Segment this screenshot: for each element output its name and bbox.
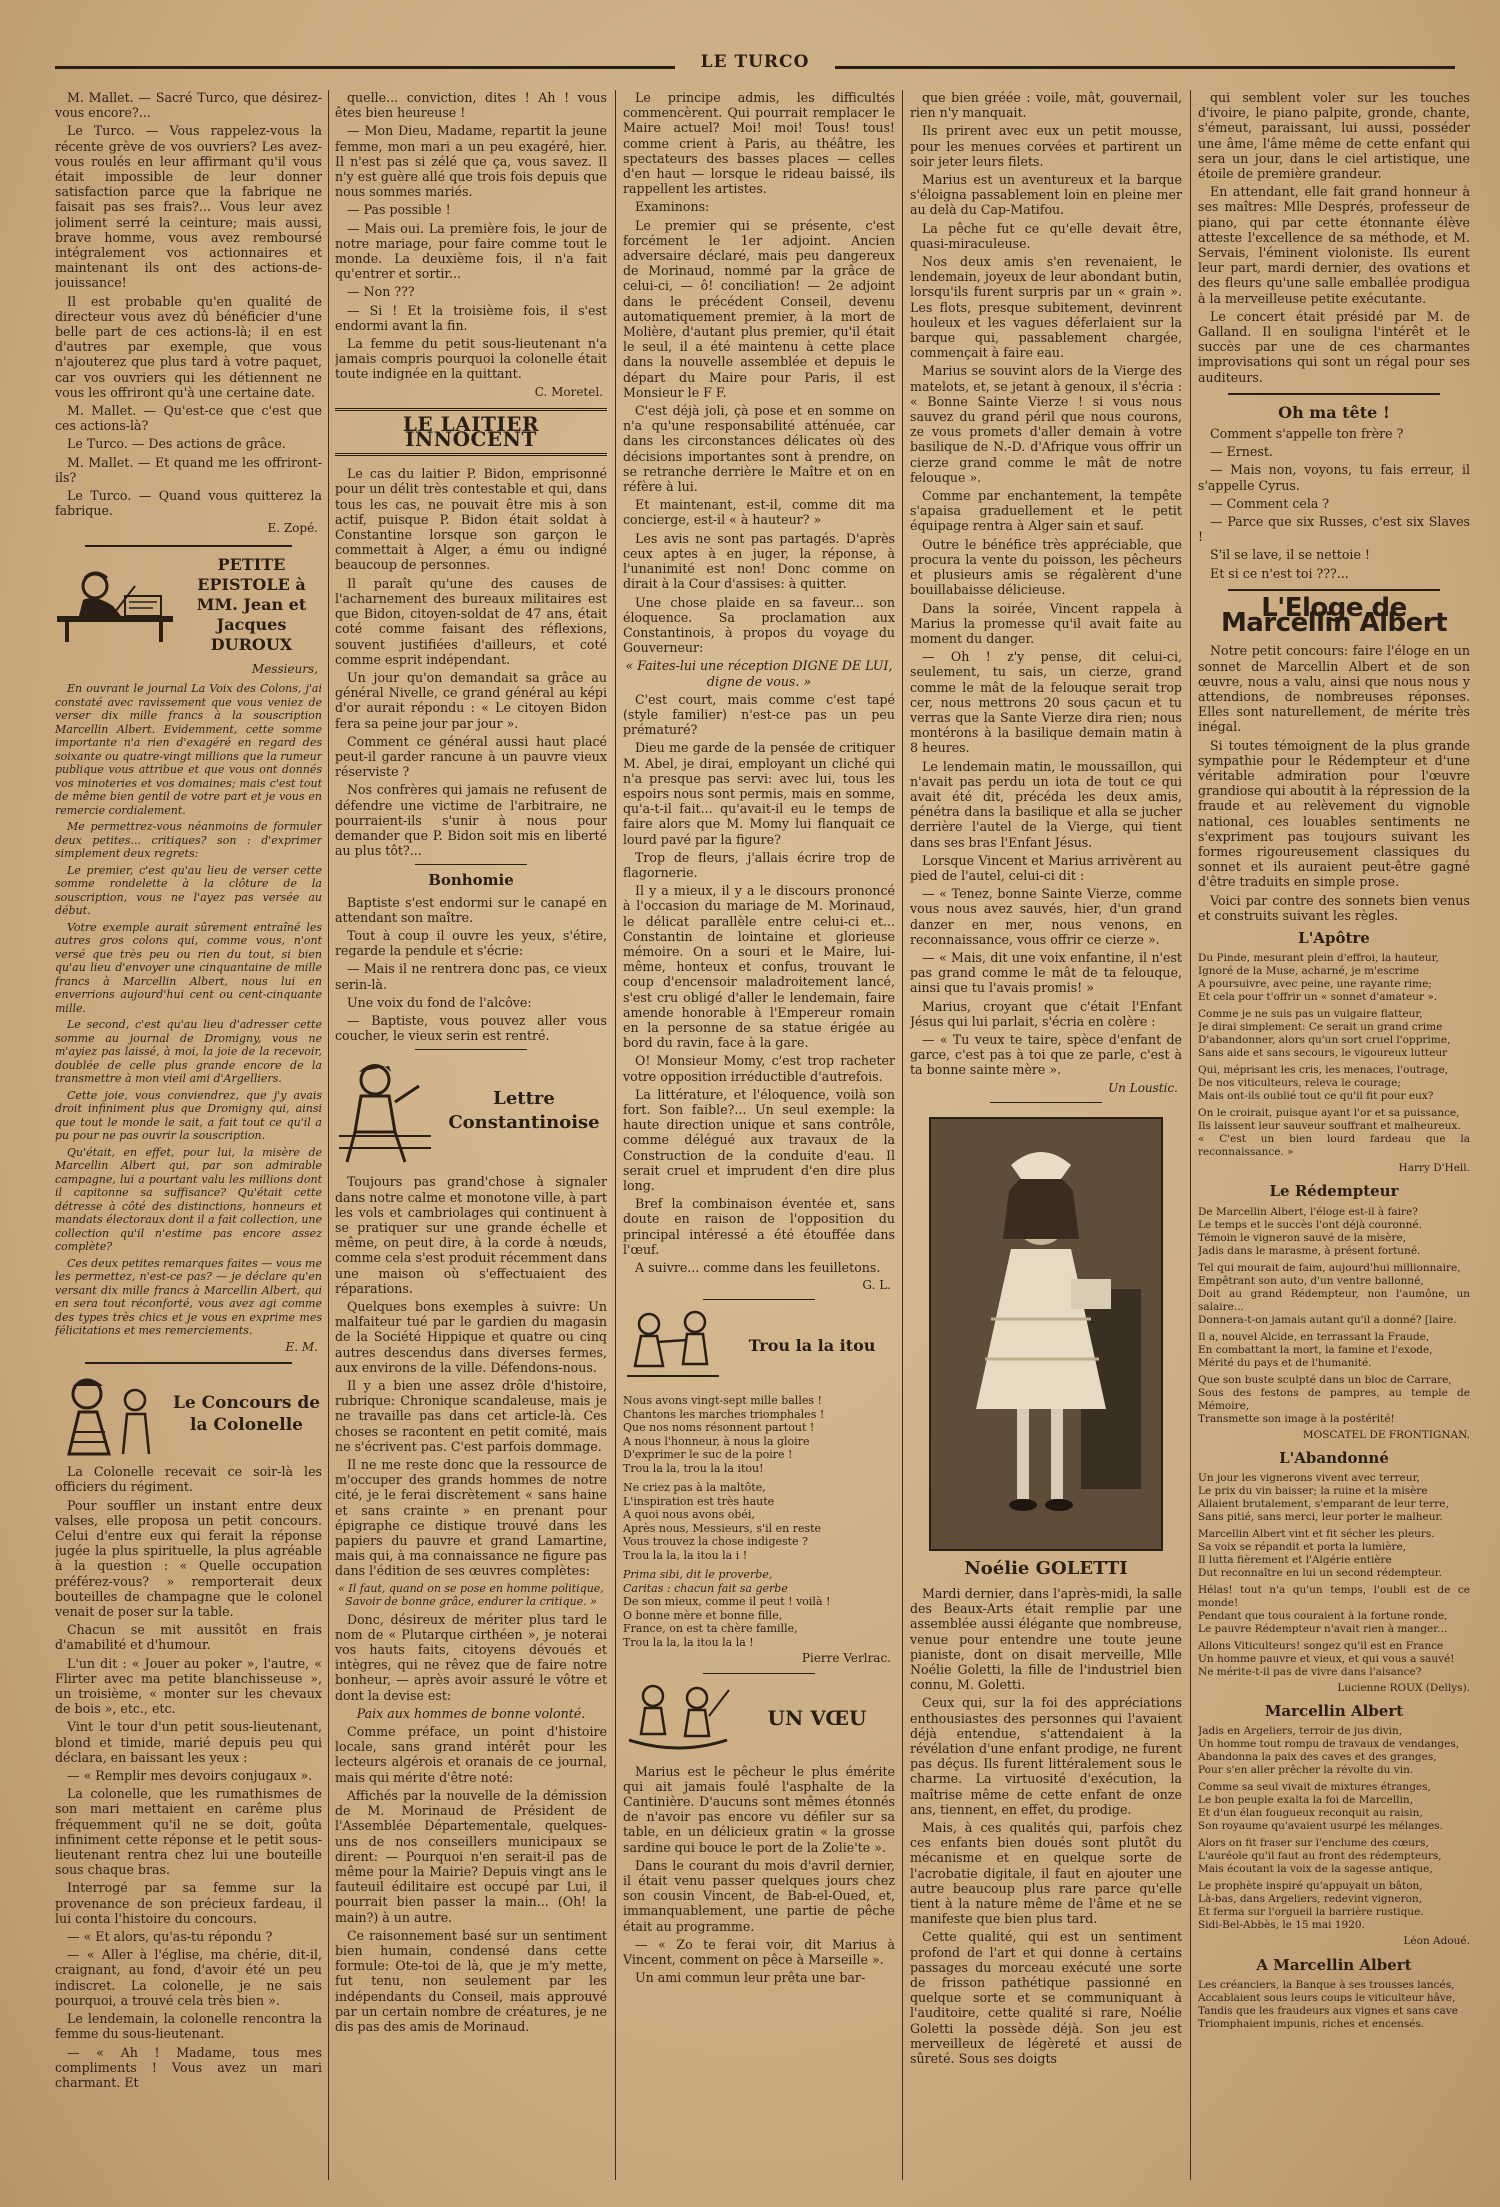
poem-line: D'abandonner, alors qu'un sort cruel l'opprime, [1198,1034,1451,1047]
paragraph: Pour souffler un instant entre deux valses, elle proposa un petit concours. Celui d'entre eux qui ferait la réponse jugée la plus spirituelle, la plus agréable à la question : « Quelle occupation préférez-vous? » remporterait deux bouteilles de champagne que le colonel venait de poser sur la table. [55,1497,322,1620]
poem-line: Allaient brutalement, s'emparant de leur terre, [1198,1497,1449,1510]
poem-line: Mais ont-ils oublié tout ce qu'il fit pour eux? [1198,1090,1434,1103]
paragraph: Le Turco. — Des actions de grâce. [67,436,286,452]
paragraph: Messieurs, [251,661,318,676]
poem-line: Doit au grand Rédempteur, non l'aumône, un salaire... [1198,1287,1470,1313]
girl-portrait-image [931,1119,1161,1549]
marcellin-title: Marcellin Albert [1264,1702,1404,1721]
paragraph: — « Tenez, bonne Sainte Vierze, comme vous nous avez sauvés, hier, d'un grand danzer en mer, nous venons, en reconnaissance, vous offrir ce cierze ». [910,886,1182,947]
paragraph: — « Remplir mes devoirs conjugaux ». [67,1768,313,1784]
portrait-photo [929,1117,1163,1551]
paragraph: Interrogé par sa femme sur la provenance de son précieux fardeau, il lui conta l'histoire du concours. [55,1880,322,1926]
poem-line: Je dirai simplement: Ce serait un grand crime [1198,1021,1443,1034]
paragraph: — Mais oui. La première fois, le jour de notre mariage, pour faire comme tout le monde. La deuxième fois, il n'a fait qu'entrer et sortir... [335,220,607,282]
poem-line: Marcellin Albert vint et fit sécher les pleurs. [1198,1527,1435,1540]
bonhomie-title: Bonhomie [428,871,514,890]
paragraph: M. Mallet. — Et quand me les offriront-ils? [55,454,322,485]
column-2 [335,90,607,2180]
trou-header [623,1306,895,1386]
paragraph: Toujours pas grand'chose à signaler dans notre calme et monotone ville, à part les vols et cambriolages qui continuent à se pratiquer sur une grande échelle et même, on peut dire, à la corde à nœuds, comme cela s'est produit récemment dans une maison où s'effectuaient des réparations. [335,1174,607,1296]
paragraph: Affichés par la nouvelle de la démission de M. Morinaud de Président de l'Assemblée Départementale, quelques-uns de nos conseillers municipaux se dirent: — Pourquoi n'en serait-il pas de même pour la Mairie? Depuis vingt ans le fauteuil édilitaire est occupé par Lui, il pourrait bien passer la main... (Oh! la main?) à un autre. [335,1787,607,1925]
paragraph: Ce raisonnement basé sur un sentiment bien humain, condensé dans cette formule: Ote-toi de là, que je m'y mette, fut tenu, non seulement par les indépendants du Conseil, mais approuvé par un certain nombre de créatures, je ne dis pas des amis de Morinaud. [335,1927,607,2034]
paragraph: Mais, à ces qualités qui, parfois chez ces enfants bien doués sont plutôt du mécanisme et en quelque sorte de l'acrobatie digitale, il faut en ajouter une autre beaucoup plus rare parce qu'elle tient à la nature même de l'âme et ne se manifeste que bien plus tard. [910,1820,1182,1927]
poem-line: Que nos noms résonnent partout ! [623,1421,815,1435]
paragraph: Mardi dernier, dans l'après-midi, la salle des Beaux-Arts était remplie par une assemblée aussi élégante que nombreuse, venue pour entendre une toute jeune pianiste, dont on disait merveille, Mlle Noélie Goletti, la fille de l'industriel bien connu, M. Goletti. [910,1586,1182,1693]
paragraph: C'est déjà joli, çà pose et en somme on n'a qu'une responsabilité atténuée, car dans les circonstances délicates où des décisions importantes sont à prendre, on se retranche derrière le Maître et on en réfère à lui. [623,403,895,495]
paragraph: L'un dit : « Jouer au poker », l'autre, « Flirter avec ma petite blanchisseuse », un troisième, « monter sur les chevaux de bois », etc., etc. [55,1655,322,1717]
paragraph: Tout à coup il ouvre les yeux, s'étire, regarde la pendule et s'écrie: [335,927,607,959]
poem-line: Là-bas, dans Argeliers, redevint vigneron, [1198,1893,1423,1906]
poem-line: Trou la la, la itou la i ! [623,1548,748,1562]
paragraph: Cette joie, vous conviendrez, que j'y avais droit infiniment plus que Dromigny qui, ainsi que tout le monde le sait, a fait tout ce qu'il a pu pour ne pas ouvrir la souscription. [55,1088,322,1143]
signature: C. Moretel. [534,384,603,399]
paragraph: Ils prirent avec eux un petit mousse, pour les menues corvées et partirent un soir jeter leurs filets. [910,123,1182,169]
paragraph: Il paraît qu'une des causes de l'acharnement des bureaux militaires est que Bidon, citoyen-soldat de 47 ans, était coté comme faisant des réflexions, souvent justifiées d'ailleurs, et coté comme esprit indépendant. [335,575,607,667]
column-1 [55,90,322,2180]
poem-line: Et ferma sur l'orgueil la barrière rustique. [1198,1906,1424,1919]
poem-line: Chantons les marches triomphales ! [623,1407,825,1421]
poem-line: Vous trouvez la chose indigeste ? [623,1535,808,1549]
section-rule [85,1362,292,1364]
poem-line: Trou la la, la itou la la ! [623,1635,754,1649]
paragraph: Comme par enchantement, la tempête s'apaisa graduellement et le petit équipage rentra à Alger sain et sauf. [910,488,1182,534]
poem-line: Ne mérite-t-il pas de vivre dans l'aisance? [1198,1665,1422,1678]
signature: E. Zopé. [267,521,318,536]
signature: Pierre Verlrac. [801,1651,891,1666]
paragraph: — « Ah ! Madame, tous mes compliments ! Vous avez un mari charmant. Et [55,2044,322,2090]
paragraph: Qu'était, en effet, pour lui, la misère de Marcellin Albert qui, par son admirable campagne, lui a pourtant valu les millions dont il capitonne sa suffisance? Qu'était cette détresse à côté des distinctions, honneurs et mandats électoraux dont il a fait collection, une collection qu'il n'estime pas encore assez complète? [55,1145,322,1254]
marcellin-poem [1198,1725,1470,1932]
paragraph: — « Et alors, qu'as-tu répondu ? [67,1929,273,1945]
poem-line: Le temps et le succès l'ont déjà couronné. [1198,1218,1422,1231]
paragraph: Le premier qui se présente, c'est forcément le 1er adjoint. Ancien adversaire déclaré, mais peu dangereux de Morinaud, nommé par la grâce de celui-ci, — ô! conciliation! — 2e adjoint dans le précédent Conseil, devenu automatiquement premier, à la mort de Molière, d'autant plus premier, qu'il était le seul, il a été maintenu à cette place dans la nouvelle assemblée et depuis le départ du Maire pour Paris, il est Monsieur le F F. [623,217,895,400]
poem-line: Et cela pour t'offrir un « sonnet d'amateur ». [1198,991,1438,1004]
paragraph: En attendant, elle fait grand honneur à ses maîtres: Mlle Després, professeur de piano, qui par cette étonnante élève atteste l'excellence de sa méthode, et M. Servais, l'éminent violoniste. Ils eurent leur part, mardi dernier, des ovations et des fleurs qu'une salle emballée prodigua à la merveilleuse petite exécutante. [1198,184,1470,306]
poem-line: Il a, nouvel Alcide, en terrassant la Fraude, [1198,1330,1430,1343]
poem-line: Prima sibi, dit le proverbe, [623,1568,773,1582]
poem-line: Pour s'en aller prêcher la révolte du vin. [1198,1764,1414,1777]
poem-line: Mais écoutant la voix de la sagesse antique, [1198,1863,1433,1876]
paragraph: M. Mallet. — Qu'est-ce que c'est que ces actions-là? [55,403,322,434]
paragraph: Bref la combinaison éventée et, sans doute en raison de l'opposition du principal intéressé a été étouffée dans l'œuf. [623,1196,895,1257]
redempteur-title: Le Rédempteur [1269,1182,1399,1201]
paragraph: O! Monsieur Momy, c'est trop racheter votre opposition irréductible d'autrefois. [623,1053,895,1084]
signature: G. L. [862,1278,891,1293]
eloge-title: L'Eloge de Marcellin Albert [1220,592,1448,639]
paragraph: — « Aller à l'église, ma chérie, dit-il, craignant, au fond, d'avoir été un peu indiscret. La colonelle, je ne sais pourquoi, a trouvé cela très bien ». [55,1947,322,2008]
epistole-header [55,555,322,655]
paragraph: Le Turco. — Quand vous quitterez la fabrique. [55,488,322,519]
fishermen-illustration-icon [623,1680,733,1756]
paragraph: Il est probable qu'en qualité de directeur vous avez dû bénéficier d'une belle part de ces actions-là; il en est d'autres par exemple, que vous n'ajouterez que plus tard à votre paquet, car vos ouvriers qui les détiennent ne vous les offriront qu'à une certaine date. [55,293,322,400]
column-divider [615,90,616,2180]
poem-line: Caritas : chacun fait sa gerbe [623,1581,788,1595]
poem-line: Le prophète inspiré qu'appuyait un bâton, [1198,1880,1423,1893]
poem-line: Un homme pauvre et vieux, et qui vous a sauvé! [1198,1652,1455,1665]
paragraph: Dans le courant du mois d'avril dernier, il était venu passer quelques jours chez son cousin Vincent, de Bab-el-Oued, et, immanquablement, une partie de pêche était au programme. [623,1857,895,1934]
masthead-rule-right [835,66,1455,69]
column-4 [910,90,1182,2180]
poem-line: O bonne mère et bonne fille, [623,1608,783,1622]
poem-line: A nous l'honneur, à nous la gloire [623,1434,810,1448]
paragraph: La pêche fut ce qu'elle devait être, quasi-miraculeuse. [910,220,1182,251]
poem-line: Jadis dans le marasme, à présent fortuné. [1198,1244,1421,1257]
redempteur-poem [1198,1206,1470,1426]
paragraph: La Colonelle recevait ce soir-là les officiers du régiment. [55,1464,322,1495]
poem-line: Comme sa seul vivait de mixtures étranges, [1198,1781,1431,1794]
poem-line: Un jour les vignerons vivent avec terreur, [1198,1471,1420,1484]
paragraph: Il y a mieux, il y a le discours prononcé à l'occasion du mariage de M. Morinaud, le délicat parallèle entre celui-ci et... Constantin de lointaine et glorieuse mémoire. On a souri et le Maire, lui-même, honteux et confus, trouvant le coup d'encensoir maladroitement lancé, s'est cru obligé d'aller le lendemain, faire amende honorable à l'Empereur romain en la personne de sa statue érigée au bord du ravin, face à la gare. [623,883,895,1051]
paragraph: Marius, croyant que c'était l'Enfant Jésus qui lui parlait, s'écria en colère : [910,998,1182,1029]
paragraph: Un ami commun leur prêta une bar- [635,1970,866,1986]
poem-line: « C'est un bien lourd fardeau que la reconnaissance. » [1198,1133,1470,1159]
paragraph: — Si ! Et la troisième fois, il s'est endormi avant la fin. [335,302,607,333]
paragraph: Marius se souvint alors de la Vierge des matelots, et, se jetant à genoux, il s'écria : « Bonne Sainte Vierze ! si vous nous sauvez du grand péril que nous courons, ze vous promets d'aller demain à votre basilique de N.-D. d'Afrique vous offrir un cierze grand comme le mât de notre felouque ». [910,363,1182,485]
trou-poem [623,1394,895,1649]
poem-line: Témoin le vigneron sauvé de la misère, [1198,1231,1407,1244]
paragraph: Le second, c'est qu'au lieu d'adresser cette somme au journal de Dromigny, vous ne m'ayiez pas laissé, à moi, la joie de la recevoir, doublée de celle plus grande encore de la transmettre à mon vieil ami d'Argelliers. [55,1018,322,1086]
turco-dialogue [55,90,322,537]
section-rule [85,545,292,547]
signature: Un Loustic. [1108,1080,1178,1095]
poem-line: De Marcellin Albert, l'éloge est-il à faire? [1198,1205,1418,1218]
laitier-title: LE LAITIER INNOCENT [335,408,607,456]
poem-line: A poursuivre, avec peine, une rayante rime; [1198,978,1432,991]
signature: MOSCATEL DE FRONTIGNAN. [1302,1428,1470,1441]
ohma-title: Oh ma tête ! [1278,402,1390,422]
poem-line: Tel qui mourait de faim, aujourd'hui millionnaire, [1198,1261,1461,1274]
paragraph: Nos deux amis s'en revenaient, le lendemain, joyeux de leur abondant butin, lorsqu'ils furent surpris par un « grain ». Les flots, presque subitement, devinrent houleux et les vagues déferlaient sur la barque qui, passablement chargée, commençait à faire eau. [910,254,1182,361]
signature: Léon Adoué. [1403,1935,1470,1948]
column-divider [328,90,329,2180]
poem-line: Dut reconnaître en lui un second rédempteur. [1198,1566,1442,1579]
concours-header [55,1372,322,1456]
paragraph: — Ernest. [1210,444,1273,460]
paragraph: Si toutes témoignent de la plus grande sympathie pour le Rédempteur et d'une véritable admiration pour l'œuvre grandiose qui aboutit à la répression de la fraude et au relèvement du vignoble national, ces louables sentiments ne s'expriment pas toujours suivant les formes rigoureusement classiques du sonnet et ils auraient peut-être gagné d'être traduits en simple prose. [1198,737,1470,890]
poem-line: Le bon peuple exalta la foi de Marcellin, [1198,1794,1413,1807]
poem-line: L'auréole qu'il faut au front des rédempteurs, [1198,1850,1442,1863]
section-rule [703,1299,815,1300]
paragraph: qui semblent voler sur les touches d'ivoire, le piano palpite, gronde, chante, s'émeut, paraissant, lui aussi, posséder une âme, l'âme même de cette enfant qui sera un jour, dans le ciel artistique, une étoile de première grandeur. [1198,90,1470,182]
paragraph: — Pas possible ! [347,202,451,218]
paragraph: Il ne me reste donc que la ressource de m'occuper des grands hommes de notre cité, je le ferai discrètement « sans haine et sans crainte » en prenant pour épigraphe ce distique trouvé dans les papiers du pauvre et grand Lamartine, mais qui, à ma connaissance ne figure pas dans l'édition de ses œuvres complètes: [335,1457,607,1579]
paragraph: Marius est le pêcheur le plus émérite qui ait jamais foulé l'asphalte de la Cantinière. D'aucuns sont mêmes étonnés de n'avoir pas encore vu défiler sur sa table, en un délicieux gratin « la grosse sardine qui bouce le port de la Zolie'te ». [623,1763,895,1855]
paragraph: Et maintenant, est-il, comme dit ma concierge, est-il « à hauteur? » [623,497,895,528]
paragraph: Notre petit concours: faire l'éloge en un sonnet de Marcellin Albert et de son œuvre, nous a valu, ainsi que nous nous y attendions, de nombreuses réponses. Elles sont naturellement, de mérite très inégal. [1198,643,1470,735]
paragraph: — Parce que six Russes, c'est six Slaves ! [1198,514,1470,545]
epistole-title: PETITE EPISTOLE à MM. Jean et Jacques DUROUX [196,554,307,654]
paragraph: S'il se lave, il se nettoie ! [1210,547,1370,563]
voeu-header [623,1680,895,1756]
quote: « Il faut, quand on se pose en homme politique, Savoir de bonne grâce, endurer la critique. » [338,1581,604,1609]
paragraph: Le lendemain matin, le moussaillon, qui n'avait pas perdu un iota de tout ce qui avait été dit, précéda les deux amis, pénétra dans la basilique et alla se jucher derrière l'autel de la Vierge, qui tient dans ses bras l'Enfant Jésus. [910,758,1182,850]
paragraph: Dieu me garde de la pensée de critiquer M. Abel, je dirai, employant un cliché qui n'a presque pas servi: avec lui, tous les espoirs nous sont permis, mais en somme, qu'a-t-il fait... qu'avait-il eu le temps de faire alors que M. Momy lui flanquait ce lourd pavé par la figure? [623,740,895,847]
poem-line: Comme je ne suis pas un vulgaire flatteur, [1198,1008,1423,1021]
poem-line: Que son buste sculpté dans un bloc de Carrare, [1198,1373,1452,1386]
paragraph: Le lendemain, la colonelle rencontra la femme du sous-lieutenant. [55,2011,322,2042]
poem-line: Tandis que les fraudeurs aux vignes et sans cave [1198,2004,1458,2017]
paragraph: La colonelle, que les rumathismes de son mari mettaient en carême plus fréquemment qu'il ne se doit, goûta infiniment cette réponse et le petit sous-lieutenant rentra chez lui une bouteille sous chaque bras. [55,1786,322,1878]
paragraph: — Mon Dieu, Madame, repartit la jeune femme, mon mari a un peu exagéré, hier. Il n'est pas si zélé que ça, vous savez. Il n'y est guère allé que trois fois depuis que nous sommes mariés. [335,123,607,200]
paragraph: Baptiste s'est endormi sur le canapé en attendant son maître. [335,894,607,925]
poem-line: Et d'un élan fougueux reconquit au raisin, [1198,1807,1423,1820]
amarcellin-title: A Marcellin Albert [1256,1955,1412,1974]
lettre-header [335,1056,607,1166]
paragraph: Lorsque Vincent et Marius arrivèrent au pied de l'autel, celui-ci dit : [910,852,1182,883]
section-rule [1228,589,1440,591]
paragraph: En ouvrant le journal La Voix des Colons, j'ai constaté avec ravissement que vous veniez de verser dix mille francs à la souscription Marcellin Albert. Evidemment, cette somme importante n'a rien d'exagéré en regard des soixante ou quatre-vingt millions que la rumeur publique vous attribue et que vous ont donnés vos minoteries et vos domaines; mais c'est tout de même bien gentil de votre part et je vous en remercie cordialement. [55,682,322,817]
paragraph: Trop de fleurs, j'allais écrire trop de flagornerie. [623,849,895,880]
poem-line: Ne criez pas à la maltôte, [623,1481,766,1495]
poem-line: Allons Viticulteurs! songez qu'il est en France [1198,1639,1444,1652]
poem-line: Sans pitié, sans merci, leur porter le malheur. [1198,1510,1443,1523]
paragraph: La littérature, et l'éloquence, voilà son fort. Son faible?... Un seul exemple: la haute direction unique et sans contrôle, comme délégué aux travaux de la Construction de la conduite d'eau. Il serait cruel et imprudent d'en dire plus long. [623,1086,895,1194]
lettre-title: Lettre Constantinoise [448,1088,600,1134]
poem-line: Sa voix se répandit et porta la lumière, [1198,1540,1407,1553]
poem-line: Il lutta fièrement et l'Algérie entière [1198,1553,1392,1566]
section-rule [990,1102,1102,1103]
paragraph: Une voix du fond de l'alcôve: [347,994,532,1010]
paragraph: — Baptiste, vous pouvez aller vous coucher, le vieux serin est rentré. [335,1012,607,1044]
poem-line: Qui, méprisant les cris, les menaces, l'outrage, [1198,1064,1449,1077]
poem-line: Sans aide et sans secours, le vigoureux lutteur [1198,1047,1448,1060]
paragraph: — « Zo te ferai voir, dit Marius à Vincent, comment on pêce à Marseille ». [623,1936,895,1968]
concours-body [55,1464,322,2090]
poem-line: Transmette son image à la postérité! [1198,1412,1395,1425]
poem-line: Nous avons vingt-sept mille balles ! [623,1394,822,1408]
section-rule [703,1673,815,1674]
column-divider [1190,90,1191,2180]
abandonne-poem [1198,1472,1470,1679]
apotre-title: L'Apôtre [1298,928,1370,947]
paragraph: Chacun se mit aussitôt en frais d'amabilité et d'humour. [55,1622,322,1653]
apotre-poem [1198,952,1470,1159]
poem-line: Jadis en Argeliers, terroir de jus divin, [1198,1725,1403,1738]
paragraph: Votre exemple aurait sûrement entraîné les autres gros colons qui, comme vous, n'ont versé que très peu ou rien du tout, si bien qu'au lieu d'envoyer une cinquantaine de mille francs à Marcellin Albert, nous lui en enverrions aujourd'hui cent ou cent-cinquante mille. [55,920,322,1015]
poem-line: Mérité du pays et de l'humanité. [1198,1356,1372,1369]
paragraph: Le principe admis, les difficultés commencèrent. Qui pourrait remplacer le Maire actuel? Moi! moi! Tous! tous! comme crient à Paris, au théâtre, les spectateurs des basses places — celles d'en haut — lorsque le rideau baissé, ils rappellent les artistes. [623,90,895,197]
paragraph: Le concert était présidé par M. de Galland. Il en souligna l'intérêt et le succès par une de ces charmantes improvisations qui sont un régal pour ses auditeurs. [1198,308,1470,385]
poem-line: Trou la la, trou la la itou! [623,1461,764,1475]
section-rule [415,864,527,865]
poem-line: Le pauvre Rédempteur n'avait rien à manger... [1198,1622,1448,1635]
poem-line: Après nous, Messieurs, s'il en reste [623,1521,822,1535]
paragraph: — « Tu veux te taire, spèce d'enfant de garce, c'est pas à toi que ze parle, c'est à ta bonne sainte mère ». [910,1031,1182,1078]
dancers-illustration-icon [623,1306,723,1386]
paragraph: Voici par contre des sonnets bien venus et construits suivant les règles. [1198,892,1470,923]
colonelle-illustration-icon [55,1372,165,1456]
soldier-illustration-icon [335,1056,435,1166]
signature: Lucienne ROUX (Dellys). [1337,1681,1470,1694]
motto: Paix aux hommes de bonne volonté. [356,1705,586,1721]
poem-line: D'exprimer le suc de la poire ! [623,1448,793,1462]
poem-line: Donnera-t-on jamais autant qu'il a donné? [laire. [1198,1313,1457,1326]
poem-line: De son mieux, comme il peut ! voilà ! [623,1595,831,1609]
poem-line: L'inspiration est très haute [623,1494,775,1508]
paragraph: — Oh ! z'y pense, dit celui-ci, seulement, tu sais, un cierze, grand comme le mât de la felouque serait trop cer, nous mettrons 20 sous çacun et tu verras que la Sante Vierze dira rien; nous montérons à la basilique demain matin à 8 heures. [910,649,1182,756]
poem-line: Triomphaient impunis, riches et encensés. [1198,2017,1425,2030]
paragraph: Cette qualité, qui est un sentiment profond de l'art et qui donne à certains passages du morceau exécuté une sorte de frisson pathétique passionné en quelque sorte et se communiquant à l'auditoire, cette qualité si rare, Noélie Goletti la possède déjà. Son jeu est merveilleux de légèreté et aussi de sûreté. Sous ses doigts [910,1929,1182,2067]
section-rule [1228,393,1440,395]
poem-line: Alors on fit fraser sur l'enclume des cœurs, [1198,1837,1429,1850]
poem-line: France, on est ta chère famille, [623,1622,798,1636]
voeu-title: UN VŒU [767,1705,867,1730]
concours-title: Le Concours de la Colonelle [172,1393,321,1436]
paragraph: M. Mallet. — Sacré Turco, que désirez-vous encore?... [55,90,322,121]
paragraph: Me permettrez-vous néanmoins de formuler deux petites... critiques? son : d'exprimer simplement deux regrets: [55,820,322,861]
column-divider [902,90,903,2180]
paragraph: — Comment cela ? [1210,495,1330,511]
column-3 [623,90,895,2180]
paragraph: Donc, désireux de mériter plus tard le nom de « Plutarque cirthéen », je noterai vos hauts faits, citoyens dévoués et intègres, qui ne rêvez que de faire notre bonheur, — après avoir assuré le vôtre et dont la devise est: [335,1611,607,1703]
paragraph: Le Turco. — Vous rappelez-vous la récente grève de vos ouvriers? Les avez-vous roulés en leur affirmant qu'il vous était impossible de leur donner satisfaction parce que la fabrique ne faisait pas ses frais?... Vous leur avez joliment serré la ceinture; mais aussi, brave homme, vous avez remboursé intégralement vos actionnaires et maintenant ils ont des actions-de-jouissance! [55,123,322,291]
signature: E. M. [285,1339,318,1354]
poem-line: A quoi nous avons obéi, [623,1508,755,1522]
quote: « Faites-lui une réception DIGNE DE LUI, digne de vous. » [625,658,893,689]
paragraph: Comment s'appelle ton frère ? [1210,426,1404,442]
paragraph: — « Mais, dit une voix enfantine, il n'est pas grand comme le mât de ta felouque, ainsi que tu l'avais promis! » [910,949,1182,996]
column-5 [1198,90,1470,2180]
poem-line: Les créanciers, la Banque à ses trousses lancés, [1198,1978,1455,1991]
signature: Harry D'Hell. [1398,1162,1470,1175]
paragraph: — Mais non, voyons, tu fais erreur, il s'appelle Cyrus. [1198,462,1470,493]
epistole-body [55,663,322,1355]
poem-line: On le croirait, puisque ayant l'or et sa puissance, [1198,1107,1460,1120]
amarcellin-poem [1198,1979,1470,2031]
paragraph: Nos confrères qui jamais ne refusent de défendre une victime de l'arbitraire, ne pourraient-ils s'unir à nous pour demander que P. Bidon soit mis en liberté au plus tôt?... [335,782,607,859]
masthead-title: LE TURCO [700,52,810,72]
paragraph: Comme préface, un point d'histoire locale, sans grand intérêt pour les lecteurs algérois et oranais de ce journal, mais qui mérite d'être noté: [335,1724,607,1785]
poem-line: Abandonna la paix des caves et des granges, [1198,1751,1437,1764]
poem-line: De nos viticulteurs, releva le courage; [1198,1077,1401,1090]
poem-line: Accablaient sous leurs coups le viticulteur hâve, [1198,1991,1456,2004]
paragraph: C'est court, mais comme c'est tapé (style familier) n'est-ce pas un peu prématuré? [623,691,895,738]
paragraph: Dans la soirée, Vincent rappela à Marius la promesse qu'il avait faite au moment du danger. [910,600,1182,646]
poem-line: En combattant la mort, la famine et l'exode, [1198,1343,1433,1356]
trou-title: Trou la la itou [748,1336,876,1356]
paragraph: Et si ce n'est toi ???... [1210,565,1349,581]
paragraph: Les avis ne sont pas partagés. D'après ceux aptes à en juger, la réponse, à l'unanimité est non! Donc comme on dirait à la Cour d'assises: à quitter. [623,530,895,592]
poem-line: Sous des festons de pampres, au temple de Mémoire, [1198,1386,1470,1412]
poem-line: Ignoré de la Muse, acharné, je m'escrime [1198,965,1420,978]
paragraph: Il y a bien une assez drôle d'histoire, rubrique: Chronique scandaleuse, mais je ne travaille pas dans cet article-là. Ces choses se racontent en petit comité, mais ne s'écrivent pas. C'est parfois dommage. [335,1378,607,1454]
abandonne-title: L'Abandonné [1279,1448,1389,1467]
paragraph: Outre le bénéfice très appréciable, que procura la vente du poisson, les pêcheurs et plusieurs amis se régalèrent d'une bouillabaisse délicieuse. [910,536,1182,598]
writer-illustration-icon [55,566,175,644]
paragraph: Comment ce général aussi haut placé peut-il garder rancune à un pauvre vieux réserviste ? [335,733,607,780]
paragraph: que bien gréée : voile, mât, gouvernail, rien n'y manquait. [910,90,1182,121]
paragraph: quelle... conviction, dites ! Ah ! vous êtes bien heureuse ! [335,90,607,121]
paragraph: Quelques bons exemples à suivre: Un malfaiteur tué par le gardien du magasin de la Société Hippique et quatre ou cinq autres descendus dans diverses fermes, aux environs de la ville. Défendons-nous. [335,1299,607,1375]
poem-line: Hélas! tout n'a qu'un temps, l'oubli est de ce monde! [1198,1583,1470,1609]
poem-line: Un homme tout rompu de travaux de vendanges, [1198,1738,1460,1751]
poem-line: Pendant que tous couraient à la fortune ronde, [1198,1609,1448,1622]
paragraph: Le cas du laitier P. Bidon, emprisonné pour un délit très contestable et qui, dans tous les cas, ne pouvait être mis à son actif, puisque P. Bidon était soldat à Constantine lorsque son garçon le commettait à Alger, a ému ou indigné beaucoup de personnes. [335,466,607,573]
poem-line: Empêtrant son auto, d'un ventre ballonné, [1198,1274,1424,1287]
photo-caption: Noélie GOLETTI [964,1557,1128,1579]
poem-line: Ils laissent leur sauveur souffrant et malheureux. [1198,1120,1461,1133]
paragraph: Une chose plaide en sa faveur... son éloquence. Sa proclamation aux Constantinois, à propos du voyage du Gouverneur: [623,594,895,656]
paragraph: Ceux qui, sur la foi des appréciations enthousiastes des personnes qui l'avaient déjà entendue, s'attendaient à la révélation d'une enfant prodige, ne furent pas déçus. Ils furent littéralement sous le charme. La virtuosité d'exécution, la maîtrise même de cette enfant de onze ans, tiennent, en effet, du prodige. [910,1695,1182,1817]
paragraph: Vint le tour d'un petit sous-lieutenant, blond et timide, marié depuis peu qui déclara, en baissant les yeux : [55,1719,322,1765]
paragraph: — Non ??? [347,284,415,300]
paragraph: — Mais il ne rentrera donc pas, ce vieux serin-là. [335,961,607,992]
paragraph: Ces deux petites remarques faites — vous me les permettez, n'est-ce pas? — je déclare qu'en versant dix mille francs à Marcellin Albert, qui en sera tout réconforté, vous avez agi comme des types très chics et je vous en exprime mes félicitations et mes remerciements. [55,1256,322,1338]
poem-line: Le prix du vin baisser; la ruine et la misère [1198,1484,1428,1497]
masthead [55,52,1455,76]
poem-line: Sidi-Bel-Abbès, le 15 mai 1920. [1198,1919,1365,1932]
section-rule [415,1049,527,1050]
paragraph: La femme du petit sous-lieutenant n'a jamais compris pourquoi la colonelle était toute indignée en la quittant. [335,336,607,382]
paragraph: Examinons: [635,199,710,215]
paragraph: Marius est un aventureux et la barque s'éloigna passablement loin en pleine mer au delà du Cap-Matifou. [910,172,1182,218]
paragraph: Le premier, c'est qu'au lieu de verser cette somme rondelette à la clôture de la souscription, vous ne l'ayez pas versée au début. [55,863,322,918]
paragraph: Un jour qu'on demandait sa grâce au général Nivelle, ce grand général au képi d'or aurait répondu : « Le citoyen Bidon fera sa peine jour par jour ». [335,669,607,731]
poem-line: Son royaume qu'avaient usurpé les mélanges. [1198,1820,1443,1833]
poem-line: Du Pinde, mesurant plein d'effroi, la hauteur, [1198,952,1439,965]
paragraph: A suivre... comme dans les feuilletons. [635,1260,881,1276]
